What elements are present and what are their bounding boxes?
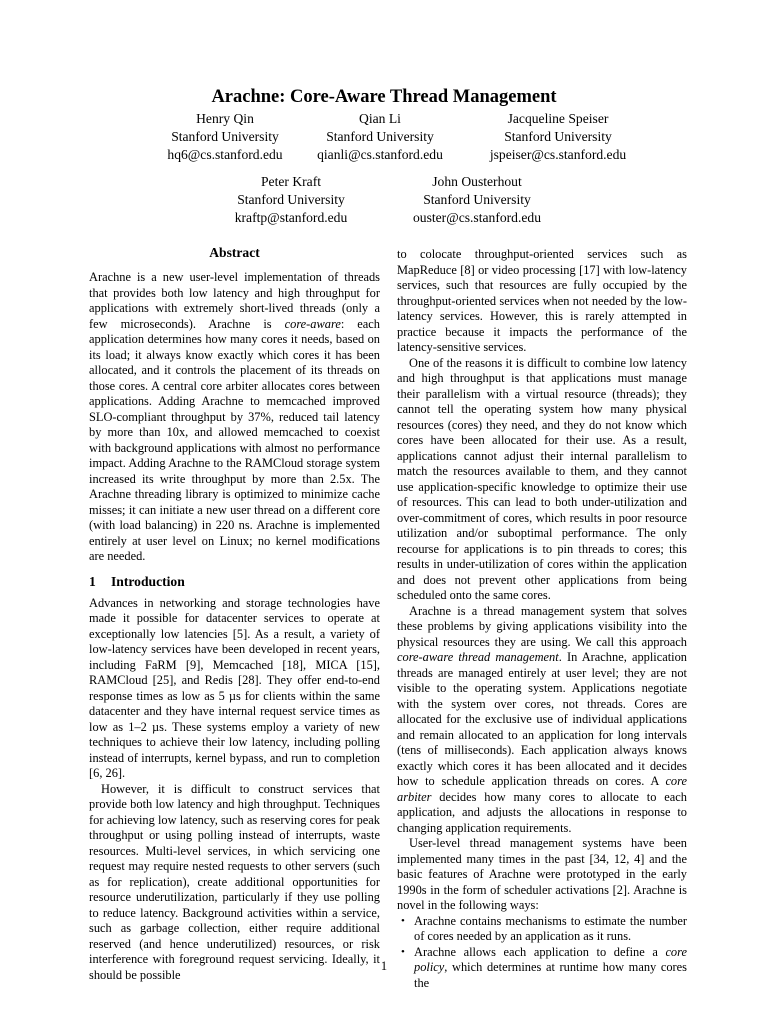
body-emphasis: core arbiter [397,774,687,804]
body-text-part: . In Arachne, application threads are managed entirely at user level; they are not visible to the operating system. Applications negotiate with the system over cores, not threads. Cores are allocated for the exclusive use of individual applications and remain allocated to an application for long intervals (tens of milliseconds). Each application always knows exactly which cores it has been allocated and it decides how to schedule application threads on cores. A [397,650,687,788]
body-paragraph: User-level thread management systems have been implemented many times in the past [34, 12, 4] and the basic features of Arachne were prototyped in the early 1990s in the form of scheduler activations [2]. Arachne is novel in the following ways: [397,836,687,912]
author-affiliation: Stanford University [237,192,345,207]
author-affiliation: Stanford University [504,129,612,144]
section-number: 1 [89,573,96,589]
abstract-heading: Abstract [209,245,260,260]
author-affiliation: Stanford University [423,192,531,207]
list-item-text: Arachne contains mechanisms to estimate the number of cores needed by an application as it runs. [414,913,687,943]
abstract-emphasis: core-aware [284,316,341,331]
author-email: ouster@cs.stanford.edu [412,210,542,225]
body-emphasis: core-aware thread management [397,650,559,664]
author-block [463,110,653,164]
author-email: qianli@cs.stanford.edu [317,147,443,162]
author-name: Henry Qin [196,111,254,126]
author-block [140,110,310,164]
author-name: Peter Kraft [260,174,321,189]
author-email: jspeiser@cs.stanford.edu [489,147,627,162]
author-name: John Ousterhout [432,174,522,189]
author-block [295,110,465,164]
left-column [89,245,380,983]
bullet-icon: • [401,914,405,927]
section-heading [89,574,380,590]
body-paragraph: One of the reasons it is difficult to combine low latency and high throughput is that applications must manage their parallelism with a virtual resource (threads); they cannot tell the operating system how many physical resources (cores) they need, and they do not know which cores have been allocated for their use. As a result, applications cannot adjust their internal parallelism to match the resources available to them, and they cannot use application-specific knowledge to optimize their use of resources. This can lead to both under-utilization and over-commitment of cores, which results in poor resource utilization and/or suboptimal performance. The only recourse for applications is to pin threads to cores; this results in under-utilization of cores within the application and does not prevent other applications from being scheduled onto the same cores. [397,355,687,602]
author-email: kraftp@stanford.edu [234,210,348,225]
right-column [397,247,687,991]
body-paragraph [397,604,687,837]
page-number: 1 [380,959,388,973]
section-title: Introduction [111,573,185,589]
paper-title: Arachne: Core-Aware Thread Management [211,87,557,107]
author-name: Jacqueline Speiser [507,111,609,126]
abstract-text [89,270,380,565]
author-affiliation: Stanford University [326,129,434,144]
list-item-emphasis: core policy [414,944,687,974]
body-paragraph: Advances in networking and storage technologies have made it possible for datacenter services to operate at exceptionally low latencies [5]. As a result, a variety of low-latency services have been developed in recent years, including FaRM [9], Memcached [18], MICA [15], RAMCloud [25], and Redis [28]. They offer end-to-end response times as low as 5 µs for clients within the same datacenter and they have internal request service times as low as 1–2 µs. These systems employ a variety of new techniques to achieve their low latency, including polling instead of interrupts, kernel bypass, and run to completion [6, 26]. [89,595,380,780]
author-block [206,173,376,227]
author-block [392,173,562,227]
list-item-text: , which determines at runtime how many cores the [414,960,687,990]
body-text-part: Arachne is a thread management system that solves these problems by giving applications visibility into the physical resources they are using. We call this approach [397,603,687,649]
bullet-icon: • [401,945,405,958]
abstract-text-part: Arachne is a new user-level implementation of threads that provides both low latency and high throughput for applications with extremely short-lived threads (only a few microseconds). Arachne is [89,270,380,331]
author-affiliation: Stanford University [171,129,279,144]
body-text-part: decides how many cores to allocate to each application, and adjusts the allocations in response to changing application requirements. [397,789,687,835]
body-paragraph: to colocate throughput-oriented services such as MapReduce [8] or video processing [17] with low-latency services, such that resources are fully occupied by the throughput-oriented services when not needed by the low-latency services. However, this is rarely attempted in practice because it impacts the performance of the latency-sensitive services. [397,247,687,354]
body-paragraph: However, it is difficult to construct services that provide both low latency and high throughput. Techniques for achieving low latency, such as reserving cores for peak throughput or using polling instead of interrupts, waste resources. Multi-level services, in which servicing one request may require nested requests to other servers (such as for replication), create additional opportunities for resource underutilization, particularly if they use polling to reduce latency. Background activities within a service, such as garbage collection, either require additional reserved (and hence underutilized) resources, or risk interference with foreground request servicing. Ideally, it should be possible [89,781,380,982]
list-item-text: Arachne allows each application to define a [414,944,666,959]
author-name: Qian Li [359,111,401,126]
author-email: hq6@cs.stanford.edu [167,147,283,162]
bullet-list [397,914,687,992]
list-item [401,913,687,945]
abstract-text-part: : each application determines how many cores it needs, based on its load; it always know exactly which cores it has been allocated, and it controls the placement of its threads on those cores. A central core arbiter allocates cores between applications. Adding Arachne to memcached improved SLO-compliant throughput by 37%, reduced tail latency by more than 10x, and allowed memcached to coexist with background applications with almost no performance impact. Adding Arachne to the RAMCloud storage system increased its write throughput by more than 2.5x. The Arachne threading library is optimized to minimize cache misses; it can initiate a new user thread on a different core (with load balancing) in 220 ns. Arachne is implemented entirely at user level on Linux; no kernel modifications are needed. [89,316,380,563]
